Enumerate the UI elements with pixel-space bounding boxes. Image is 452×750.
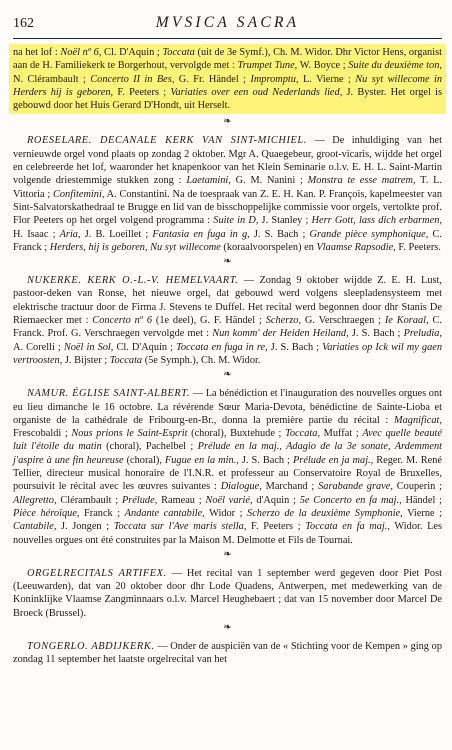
text-run: Noël nº 6 [60,47,99,58]
news-item-text [13,567,442,620]
text-run: , F. Peeters ; [110,86,171,98]
text-run: , J. S. Bach ; [346,328,404,340]
news-item [13,567,442,620]
text-run: — De inhuldiging van het vernieuwde orgel vond plaats op zondag 2 oktober. Mgr A. Quaegebeur, groot-vicaris, wijdde het orgel en celebreerde het lof, waaronder het knapenkoor van het Klein Seminarie o.l.v. E. H. L. Saint-Martin volgende driestemmige stukken zong : [13,135,442,187]
venue-heading: TONGERLO. ABDIJKERK. [27,640,155,652]
text-run: , Clérambault ; [53,494,122,506]
text-run: (koraalvoorspelen) en [220,241,317,253]
text-run: , Cl. D'Aquin ; [98,47,163,58]
news-item-text [13,134,442,254]
text-run: Scherzo [265,315,299,327]
text-run: Sarabande grave [318,481,391,493]
text-run: (choral), Buxtehude ; [187,428,286,440]
text-run: Noël varié [205,494,251,506]
text-run: Toccata en fuga in re [176,341,266,353]
text-run: Fugue en la min. [164,454,237,466]
section-ornament: ❧ [223,548,232,560]
page-number: 162 [13,16,34,31]
venue-heading: ORGELRECITALS ARTIFEX. [27,567,167,579]
text-run: (choral), [123,454,165,466]
text-run: na het lof : [13,47,61,58]
running-header [13,14,442,39]
text-run: Impromptu [250,73,296,85]
text-run: Andante cantabile [124,507,203,519]
text-run: (uit de 3e Symf.), Ch. M. Widor. [194,47,333,58]
text-run: Scherzo de la deuxième Symphonie [247,507,401,519]
text-run: Prélude en ja maj. [292,454,371,466]
text-run: , J. S. Bach ; [236,454,293,466]
text-run: Dialogue [220,481,260,493]
text-run: Toccata [109,354,143,366]
text-run: Suite in D [213,215,256,227]
text-run: Variaties over een oud Nederlands lied [170,86,340,98]
text-run: Herr Gott, lass dich erbarmen [311,215,440,227]
text-run: , J. S. Bach ; [265,341,323,353]
text-run: , Rameau ; [154,494,206,506]
text-run: (choral), Pachelbel ; [101,441,198,453]
text-run: , Franck ; [76,507,125,519]
section-ornament: ❧ [223,116,232,128]
text-run: Toccata [285,428,318,440]
news-item-text [13,274,442,367]
text-run: Trumpet Tune [237,60,295,72]
text-run: Prélude en la maj., Adagio de la 3e sonate, Ardemment j'aspire à une fin heureuse [13,441,442,466]
text-run: Preludia [403,328,440,340]
text-run: — Het recital van 1 september werd gegeven door Piet Post (Leeuwarden), dat van 20 oktober door dhr Lode Quadens, Antwerpen, met medewerking van de Koninklijke Vlaamse Zangminnaars o.l.v. Marcel Heughebaert ; dat van 15 november door Marcel De Broeck (Brussel). [13,567,442,619]
text-run: , Widor. Les nouvelles orgues ont été construites par la Maison M. Delmotte et Fils de Tournai. [13,521,443,546]
text-run: , G. Verschraegen ; [298,315,385,327]
text-run: Nous prions le Saint-Esprit [71,428,188,440]
venue-heading: ROESELARE. DECANALE KERK VAN SINT-MICHIEL. [27,135,307,147]
text-run: (1e deel), G. F. Händel ; [152,315,266,327]
text-run: , T. L. Vittoria ; [13,175,442,200]
text-run: , H. Isaac ; [13,215,442,240]
text-run: , Cl. D'Aquin ; [110,341,177,353]
text-run: Magnificat [394,414,440,426]
text-run: , W. Boyce ; [294,60,349,72]
section-ornament: ❧ [223,369,232,381]
text-run: Fantasia en fuga in g [152,228,248,240]
text-run: Variaties op Ick wil my gaen vertroosten [13,341,443,366]
text-run: Aria [59,228,78,240]
text-run: Dhr Victor Hens, organist aan de H. Familiekerk te Borgerhout, vervolgde met : [13,47,442,72]
text-run: , Muffat ; [317,428,363,440]
news-item [13,640,442,667]
text-run: Allegretto [13,494,54,506]
text-run: Noël in Sol [63,341,111,353]
text-run: — Onder de auspiciën van de « Stichting voor de Kempen » ging op zondag 11 september het laatste orgelrecital van het [13,640,442,666]
text-run: , Widor ; [202,507,248,519]
text-run: , J. S. Bach ; [247,228,310,240]
text-run: , F. Peeters ; [243,521,306,533]
text-run: Toccata sur l'Ave maris stella [113,521,244,533]
text-run: , Marchand ; [259,481,319,493]
text-run: , C. Franck. Prof. G. Verschraegen vervolgde met : [13,315,442,340]
text-run: Vlaamse Rapsodie [316,241,394,253]
text-run: , Reger. M. René Tellier, directeur musical honoraire de l'I.N.R. et professeur au Conservatoire Royal de Bruxelles, poursuivit le récital avec les œuvres suivantes : [13,454,443,493]
text-run: 5e Concerto en fa maj. [299,494,400,506]
news-item [13,387,442,547]
news-item-text [13,387,442,547]
text-run: Toccata en fa maj. [305,521,388,533]
news-item-text [13,640,442,667]
text-run: , G. Fr. Händel ; [171,73,251,85]
text-run: Herders, hij is geboren, Nu syt willecome [49,241,221,253]
news-item [13,134,442,254]
text-run: , F. Peeters. [393,241,441,253]
text-run: , d'Aquin ; [250,494,300,506]
intro-paragraph [9,44,446,114]
text-run: Concerto nº 6 [92,315,153,327]
text-run: , G. M. Nanini ; [228,175,308,187]
text-run: Grande pièce symphonique [309,228,426,240]
running-title: MVSICA SACRA [155,14,300,31]
text-run: Nun komm' der Heiden Heiland [212,328,347,340]
text-run: Monstra te esse matrem [307,175,413,187]
text-run: — Zondag 9 oktober wijdde Z. E. H. Lust, pastoor-deken van Ronse, het nieuwe orgel, dat gebouwd werd volgens sleepladensysteem met elektrische tractuur door de Firma J. Stevens te Duffel. Het recital werd begonnen door dhr Stanis De Riemaecker met : [13,275,442,327]
text-run: , A. Constantini. Na de toespraak van Z. E. H. Kan. P. François, kapelmeester van Sint-Salvatorskathedraal te Brugge en lid van de bisschoppelijke commissie voor orgels, vertolkte prof. Flor Peeters op het orgel volgend programma : [13,188,442,227]
text-run: , J. Byster. Het orgel is gebouwd door het Huis Gerard D'Hondt, uit Herselt. [13,86,442,112]
text-run: , J. Bijster ; [59,354,110,366]
section-ornament: ❧ [223,256,232,268]
text-run: Prélude [121,494,155,506]
text-run: Avec quelle beauté luit l'étoile du matin [13,428,442,453]
text-run: Nu syt willecome in Herders hij is geboren [13,73,442,98]
text-run: , Frescobaldi ; [13,414,442,440]
text-run: , J. B. Loeillet ; [77,228,153,240]
text-run: , L. Vierne ; [295,73,356,85]
text-run: , J. Stanley ; [255,215,312,227]
text-run: Cantabile [13,521,54,533]
text-run: Suite du deuxième ton [348,60,440,72]
article-sections [13,117,442,666]
text-run: Laetamini [186,175,229,187]
text-run: , Vierne ; [400,507,443,519]
text-run: Confitemini [52,188,102,200]
venue-heading: NAMUR. ÉGLISE SAINT-ALBERT. [27,388,191,400]
section-ornament: ❧ [223,621,232,633]
text-run: , N. Clérambault ; [13,60,442,85]
text-run: , Couperin ; [390,481,442,493]
text-run: Pièce héroïque [13,507,77,519]
text-run: Ie Koraal [384,315,427,327]
text-run: — La bénédiction et l'inauguration des nouvelles orgues ont eu lieu dimanche le 16 octobre. La révérende Sœur Maria-Devota, bénédictine de Sainte-Lioba et organiste de la cathédrale de Fribourg-en-Br., donna la première partie du récital : [13,388,442,426]
text-run: Concerto II in Bes [90,73,172,85]
text-run: Toccata [162,47,195,58]
text-run: (5e Symph.), Ch. M. Widor. [142,354,261,366]
text-run: , J. Jongen ; [53,521,114,533]
venue-heading: NUKERKE. KERK O.-L.-V. HEMELVAART. [27,275,239,287]
text-run: , A. Corelli ; [13,328,443,353]
news-item [13,274,442,367]
text-run: , Händel ; [399,494,442,506]
text-run: , C. Franck ; [13,228,442,253]
